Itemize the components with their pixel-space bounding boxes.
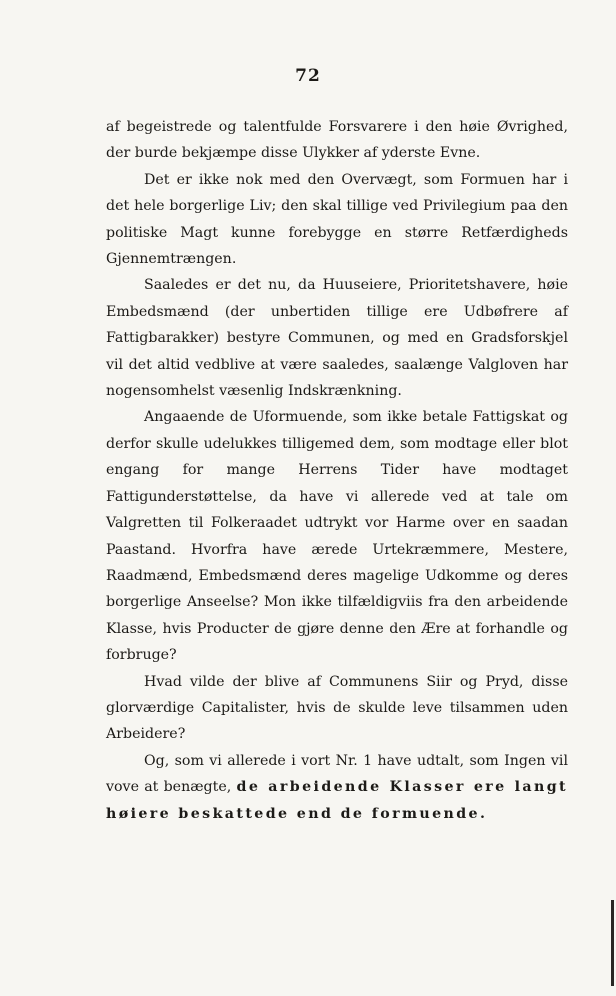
page-edge-shadow	[611, 900, 614, 986]
paragraph-4: Angaaende de Uformuende, som ikke betale Fattigskat og derfor skulle udelukkes tilligemed dem, som modtage eller blot engang for mange Herrens Tider have modtaget Fattigunderstøttelse, da have vi allerede ved at tale om Valgretten til Folkeraadet udtrykt vor Harme over en saadan Paastand. Hvorfra have ærede Urtekræmmere, Mestere, Raadmænd, Embedsmænd deres magelige Udkomme og deres borgerlige Anseelse? Mon ikke tilfældigviis fra den arbeidende Klasse, hvis Producter de gjøre denne den Ære at forhandle og forbruge?	[106, 409, 568, 664]
paragraph-6-lead: Og, som vi allerede i vort Nr. 1 have udtalt, som Ingen vil vove at benægte,	[106, 752, 568, 796]
paragraph-2: Det er ikke nok med den Overvægt, som Formuen har i det hele borgerlige Liv; den skal tillige ved Privilegium paa den politiske Magt kunne forebygge en større Retfærdigheds Gjennemtrængen.	[106, 171, 568, 268]
paragraph-5: Hvad vilde der blive af Communens Siir og Pryd, disse glorværdige Capitalister, hvis de skulde leve tilsammen uden Arbeidere?	[106, 673, 568, 743]
emphasized-spaced-text: de arbeidende Klasser ere langt høiere beskattede end de formuende.	[106, 779, 569, 822]
paragraph-1: af begeistrede og talentfulde Forsvarere i den høie Øvrighed, der burde bekjæmpe disse Ulykker af yderste Evne.	[106, 119, 568, 162]
page-number: 72	[295, 66, 321, 86]
paragraph-6	[106, 748, 568, 827]
body-text	[106, 114, 568, 827]
paragraph-3: Saaledes er det nu, da Huuseiere, Prioritetshavere, høie Embedsmænd (der unbertiden tillige ere Udbøfrere af Fattigbarakker) bestyre Communen, og med en Gradsforskjel vil det altid vedblive at være saaledes, saalænge Valgloven har nogensomhelst væsenlig Indskrænkning.	[106, 277, 568, 400]
